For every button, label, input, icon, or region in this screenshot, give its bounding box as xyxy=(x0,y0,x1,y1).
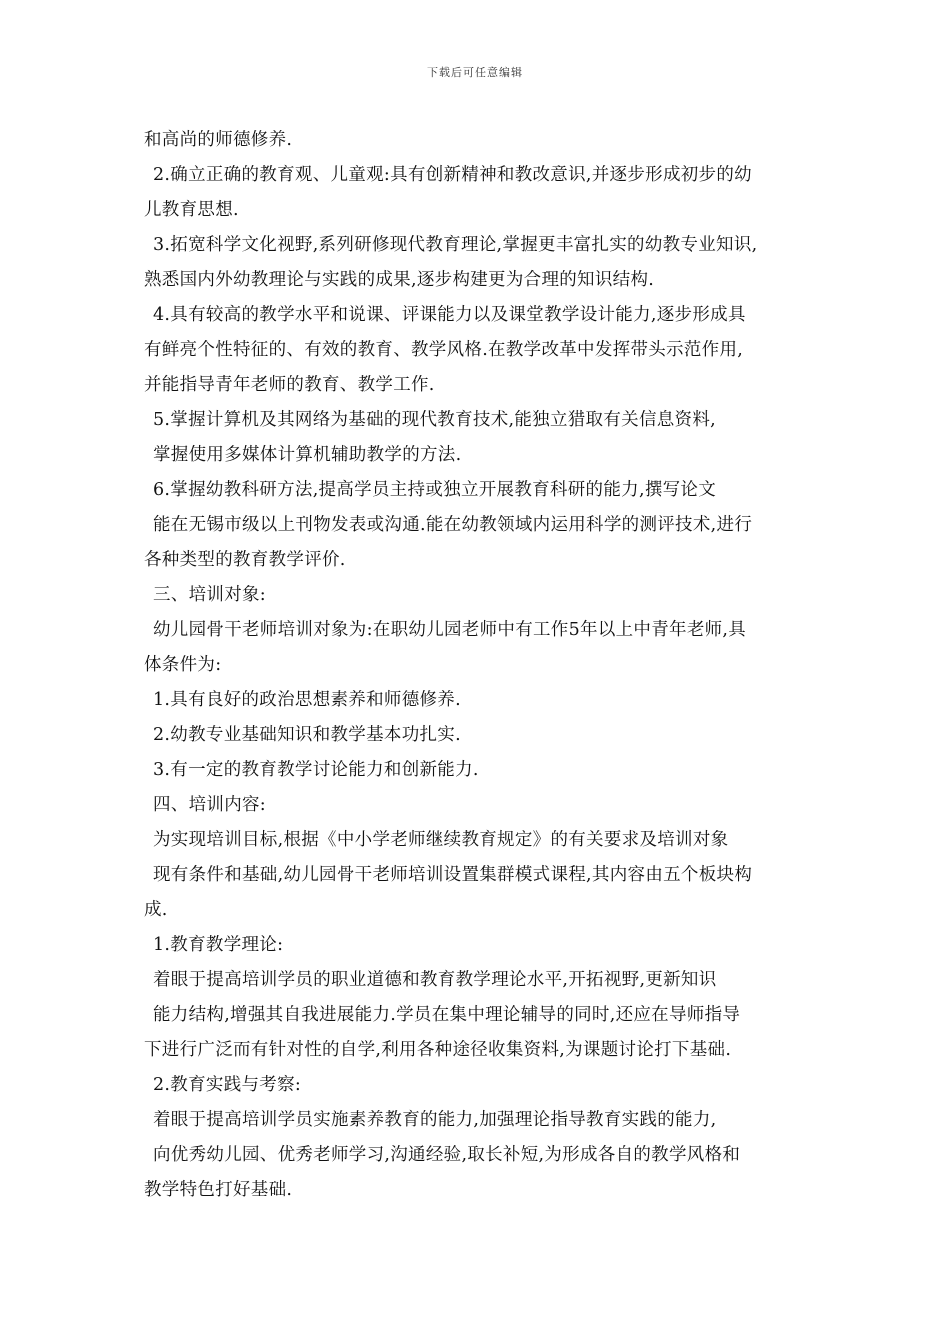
text-line: 体条件为: xyxy=(144,655,222,675)
text-line: 2.确立正确的教育观、儿童观:具有创新精神和教改意识,并逐步形成初步的幼 xyxy=(153,165,752,185)
page-header-note: 下载后可任意编辑 xyxy=(427,66,523,79)
document-body xyxy=(144,123,824,1208)
text-line: 1.具有良好的政治思想素养和师德修养. xyxy=(153,690,461,710)
text-line: 掌握使用多媒体计算机辅助教学的方法. xyxy=(153,445,462,465)
text-line: 下进行广泛而有针对性的自学,利用各种途径收集资料,为课题讨论打下基础. xyxy=(144,1040,732,1060)
text-line: 能力结构,增强其自我进展能力.学员在集中理论辅导的同时,还应在导师指导 xyxy=(153,1005,741,1025)
text-line: 3.有一定的教育教学讨论能力和创新能力. xyxy=(153,760,479,780)
text-line: 成. xyxy=(144,900,168,920)
text-line: 幼儿园骨干老师培训对象为:在职幼儿园老师中有工作5年以上中青年老师,具 xyxy=(153,620,747,640)
text-line: 教学特色打好基础. xyxy=(144,1180,293,1200)
section-heading: 三、培训对象: xyxy=(153,585,266,605)
text-line: 有鲜亮个性特征的、有效的教育、教学风格.在教学改革中发挥带头示范作用, xyxy=(144,340,744,360)
text-line: 2.幼教专业基础知识和教学基本功扎实. xyxy=(153,725,461,745)
text-line: 为实现培训目标,根据《中小学老师继续教育规定》的有关要求及培训对象 xyxy=(153,830,729,850)
text-line: 并能指导青年老师的教育、教学工作. xyxy=(144,375,435,395)
text-line: 现有条件和基础,幼儿园骨干老师培训设置集群模式课程,其内容由五个板块构 xyxy=(153,865,753,885)
text-line: 4.具有较高的教学水平和说课、评课能力以及课堂教学设计能力,逐步形成具 xyxy=(153,305,746,325)
text-line: 6.掌握幼教科研方法,提高学员主持或独立开展教育科研的能力,撰写论文 xyxy=(153,480,717,500)
subsection-heading: 1.教育教学理论: xyxy=(153,935,284,955)
text-line: 能在无锡市级以上刊物发表或沟通.能在幼教领域内运用科学的测评技术,进行 xyxy=(153,515,753,535)
text-line: 3.拓宽科学文化视野,系列研修现代教育理论,掌握更丰富扎实的幼教专业知识, xyxy=(153,235,758,255)
text-line: 熟悉国内外幼教理论与实践的成果,逐步构建更为合理的知识结构. xyxy=(144,270,655,290)
text-line: 着眼于提高培训学员实施素养教育的能力,加强理论指导教育实践的能力, xyxy=(153,1110,717,1130)
text-line: 向优秀幼儿园、优秀老师学习,沟通经验,取长补短,为形成各自的教学风格和 xyxy=(153,1145,741,1165)
section-heading: 四、培训内容: xyxy=(153,795,266,815)
text-line: 着眼于提高培训学员的职业道德和教育教学理论水平,开拓视野,更新知识 xyxy=(153,970,717,990)
text-line: 和高尚的师德修养. xyxy=(144,130,293,150)
subsection-heading: 2.教育实践与考察: xyxy=(153,1075,302,1095)
text-line: 儿教育思想. xyxy=(144,200,239,220)
text-line: 5.掌握计算机及其网络为基础的现代教育技术,能独立猎取有关信息资料, xyxy=(153,410,717,430)
text-line: 各种类型的教育教学评价. xyxy=(144,550,346,570)
